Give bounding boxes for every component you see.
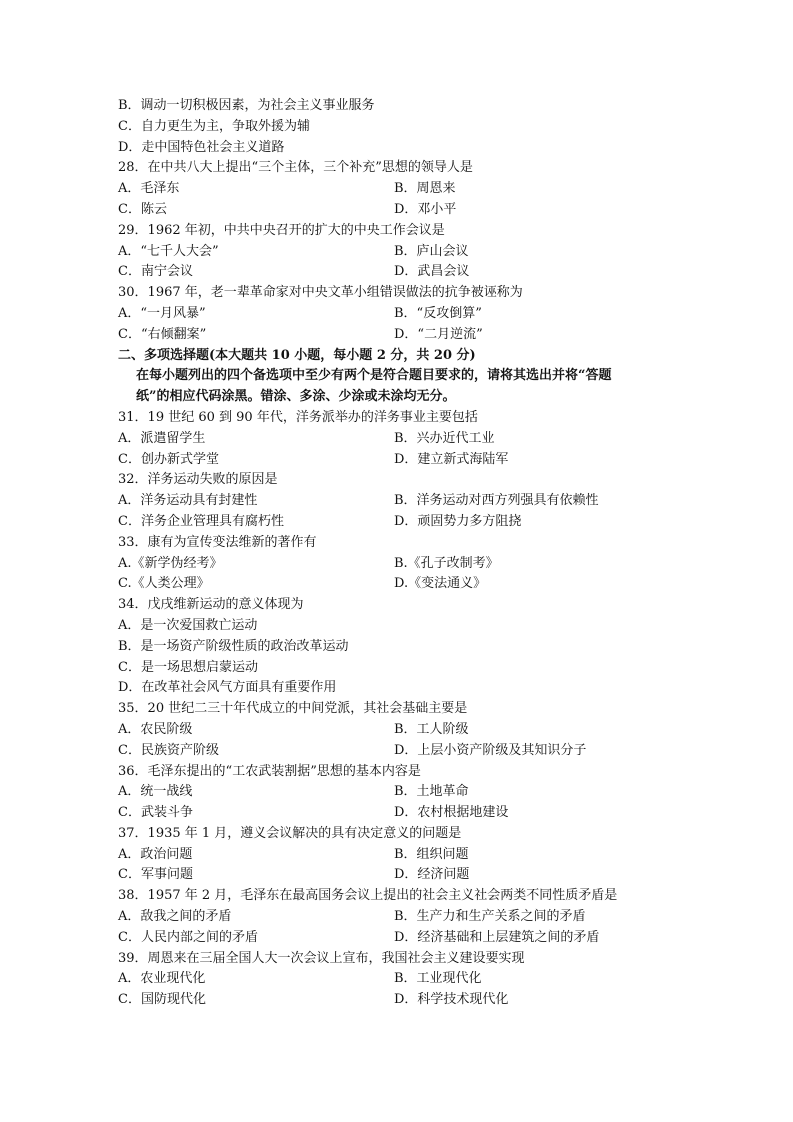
option-b: B．庐山会议	[394, 243, 469, 259]
option-row	[118, 969, 718, 990]
option-row	[118, 845, 718, 866]
option-row	[118, 803, 718, 824]
option-b: B．是一场资产阶级性质的政治改革运动	[118, 638, 349, 654]
option-line: D．走中国特色社会主义道路	[118, 139, 285, 155]
question-stem: 37．1935 年 1 月，遵义会议解决的具有决定意义的问题是	[118, 825, 462, 841]
option-a: A．农业现代化	[118, 971, 206, 987]
option-row	[118, 928, 718, 949]
option-row	[118, 200, 718, 221]
option-d: D．顽固势力多方阻挠	[394, 513, 522, 529]
option-row	[118, 574, 718, 595]
option-a: A．毛泽东	[118, 181, 180, 197]
option-c: C．“右倾翻案”	[118, 326, 207, 342]
question-stem: 34．戊戌维新运动的意义体现为	[118, 597, 304, 613]
option-row	[118, 429, 718, 450]
option-d: D．“二月逆流”	[394, 326, 483, 342]
option-a: A.《新学伪经考》	[118, 555, 223, 571]
section-title: 二、多项选择题(本大题共 10 小题，每小题 2 分，共 20 分)	[118, 347, 476, 363]
option-row	[118, 990, 718, 1011]
option-d: D．上层小资产阶级及其知识分子	[394, 742, 587, 758]
option-row	[118, 491, 718, 512]
option-c: C．南宁会议	[118, 264, 193, 280]
option-c: C．陈云	[118, 201, 167, 217]
option-a: A．是一次爱国救亡运动	[118, 617, 258, 633]
question-stem: 35．20 世纪二三十年代成立的中间党派，其社会基础主要是	[118, 701, 468, 717]
option-c: C．创办新式学堂	[118, 451, 219, 467]
option-d: D．邓小平	[394, 201, 457, 217]
option-line: B．调动一切积极因素，为社会主义事业服务	[118, 98, 375, 113]
option-a: A．敌我之间的矛盾	[118, 909, 232, 925]
option-d: D．经济问题	[394, 867, 470, 883]
section-instruction: 在每小题列出的四个备选项中至少有两个是符合题目要求的，请将其选出并将“答题	[136, 368, 612, 384]
question-stem: 33．康有为宣传变法维新的著作有	[118, 534, 317, 550]
option-b: B．兴办近代工业	[394, 430, 495, 446]
option-b: B．土地革命	[394, 784, 469, 800]
option-row	[118, 325, 718, 346]
option-d: D．科学技术现代化	[394, 992, 509, 1008]
question-stem: 38．1957 年 2 月，毛泽东在最高国务会议上提出的社会主义社会两类不同性质矛盾是	[118, 888, 618, 904]
option-row	[118, 782, 718, 803]
question-stem: 36．毛泽东提出的“工农武装割据”思想的基本内容是	[118, 763, 421, 779]
option-c: C．国防现代化	[118, 992, 206, 1008]
option-d: D．武昌会议	[394, 264, 470, 280]
option-row	[118, 262, 718, 283]
exam-page	[118, 96, 718, 1011]
option-a: A．“一月风暴”	[118, 305, 206, 321]
question-stem: 39．周恩来在三届全国人大一次会议上宣布，我国社会主义建设要实现	[118, 950, 525, 966]
option-row	[118, 554, 718, 575]
option-row	[118, 450, 718, 471]
option-row	[118, 179, 718, 200]
question-stem: 28．在中共八大上提出“三个主体，三个补充”思想的领导人是	[118, 160, 473, 176]
option-b: B．周恩来	[394, 181, 456, 197]
question-stem: 31．19 世纪 60 到 90 年代，洋务派举办的洋务事业主要包括	[118, 409, 478, 425]
option-a: A．统一战线	[118, 784, 193, 800]
option-c: C．是一场思想启蒙运动	[118, 659, 258, 675]
option-row	[118, 720, 718, 741]
option-b: B．工业现代化	[394, 971, 482, 987]
option-d: D．建立新式海陆军	[394, 451, 509, 467]
option-b: B．洋务运动对西方列强具有依赖性	[394, 493, 599, 509]
option-a: A．洋务运动具有封建性	[118, 493, 258, 509]
option-b: B．组织问题	[394, 846, 469, 862]
option-c: C．武装斗争	[118, 805, 193, 821]
option-c: C．民族资产阶级	[118, 742, 219, 758]
option-row	[118, 242, 718, 263]
question-stem: 32．洋务运动失败的原因是	[118, 472, 278, 488]
option-c: C．军事问题	[118, 867, 193, 883]
option-row	[118, 512, 718, 533]
option-a: A．派遣留学生	[118, 430, 206, 446]
option-d: D．经济基础和上层建筑之间的矛盾	[394, 929, 600, 945]
option-b: B.《孔子改制考》	[394, 555, 499, 571]
question-stem: 29．1962 年初，中共中央召开的扩大的中央工作会议是	[118, 222, 445, 238]
option-row	[118, 865, 718, 886]
option-b: B．“反攻倒算”	[394, 305, 482, 321]
option-b: B．生产力和生产关系之间的矛盾	[394, 909, 586, 925]
option-c: C．洋务企业管理具有腐朽性	[118, 513, 284, 529]
option-a: A．政治问题	[118, 846, 193, 862]
option-d: D．在改革社会风气方面具有重要作用	[118, 680, 337, 696]
option-c: C．人民内部之间的矛盾	[118, 929, 258, 945]
option-d: D．农村根据地建设	[394, 805, 509, 821]
option-a: A．农民阶级	[118, 721, 193, 737]
option-d: D.《变法通义》	[394, 576, 487, 592]
option-line: C．自力更生为主，争取外援为辅	[118, 118, 310, 134]
option-row	[118, 304, 718, 325]
option-b: B．工人阶级	[394, 721, 469, 737]
option-row	[118, 741, 718, 762]
option-c: C.《人类公理》	[118, 576, 210, 592]
option-a: A．“七千人大会”	[118, 243, 219, 259]
section-instruction: 纸”的相应代码涂黑。错涂、多涂、少涂或未涂均无分。	[136, 389, 456, 405]
option-row	[118, 907, 718, 928]
question-stem: 30．1967 年，老一辈革命家对中央文革小组错误做法的抗争被诬称为	[118, 285, 523, 301]
